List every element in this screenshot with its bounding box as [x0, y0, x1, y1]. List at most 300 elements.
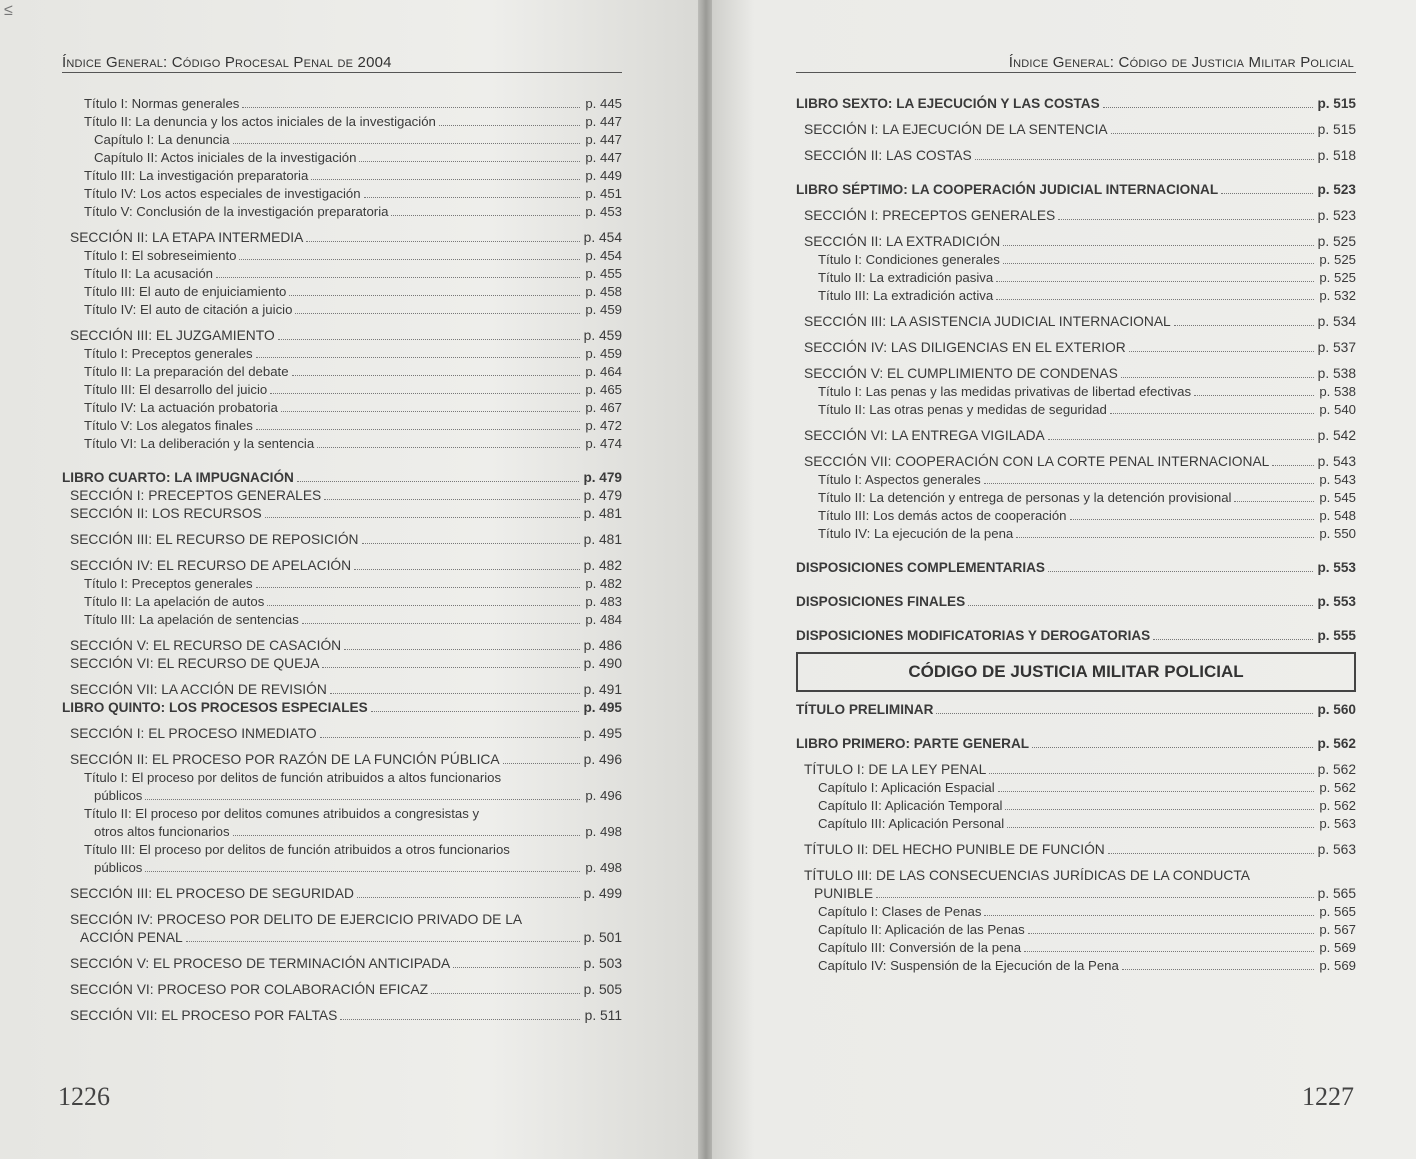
toc-book-entry [796, 182, 1356, 200]
toc-page-ref: p. 545 [1319, 490, 1356, 505]
dot-leader [270, 393, 580, 394]
toc-entry-title: SECCIÓN II: LA EXTRADICIÓN [804, 234, 1001, 249]
toc-page-ref: p. 562 [1319, 780, 1356, 795]
toc-page-ref: p. 555 [1317, 628, 1356, 643]
dot-leader [503, 763, 580, 764]
toc-entry-title: Capítulo II: Actos iniciales de la investigación [94, 150, 357, 165]
spacer [62, 904, 622, 912]
toc-page-ref: p. 451 [585, 186, 622, 201]
spacer [796, 114, 1356, 122]
toc-section-entry [62, 886, 622, 904]
dot-leader [320, 737, 580, 738]
toc-entry-title: TÍTULO PRELIMINAR [796, 702, 934, 717]
spacer [62, 524, 622, 532]
dot-leader [1174, 325, 1314, 326]
toc-entry [62, 186, 622, 204]
toc-entry [62, 364, 622, 382]
dot-leader [233, 835, 580, 836]
spacer [796, 446, 1356, 454]
toc-section-entry [62, 328, 622, 346]
dot-leader [1048, 439, 1314, 440]
toc-page-ref: p. 505 [583, 982, 622, 997]
toc-entry-title: SECCIÓN II: LOS RECURSOS [70, 506, 262, 521]
spacer [796, 332, 1356, 340]
spacer [796, 754, 1356, 762]
toc-entry [796, 252, 1356, 270]
dot-leader [1221, 193, 1313, 194]
toc-entry [62, 594, 622, 612]
toc-section-entry [62, 558, 622, 576]
toc-section-entry [796, 428, 1356, 446]
toc-entry-title-cont: ACCIÓN PENAL [80, 930, 183, 945]
toc-entry-title: Título III: La extradición activa [818, 288, 994, 303]
left-page [0, 0, 700, 1159]
dot-leader [989, 773, 1313, 774]
toc-entry [62, 284, 622, 302]
toc-section-entry [796, 454, 1356, 472]
toc-entry-title: SECCIÓN I: EL PROCESO INMEDIATO [70, 726, 317, 741]
spacer [796, 420, 1356, 428]
toc-book-entry [796, 736, 1356, 754]
toc-page-ref: p. 490 [583, 656, 622, 671]
toc-entry [62, 266, 622, 284]
right-toc-bottom [796, 702, 1356, 976]
page-curl-mark: ≤ [4, 2, 13, 19]
toc-entry-title-cont: PUNIBLE [814, 886, 874, 901]
toc-entry-title: LIBRO PRIMERO: PARTE GENERAL [796, 736, 1030, 751]
dot-leader [1110, 413, 1314, 414]
toc-entry [62, 132, 622, 150]
toc-entry-title: Título III: La investigación preparatoria [84, 168, 309, 183]
toc-page-ref: p. 525 [1319, 270, 1356, 285]
spacer [796, 166, 1356, 182]
toc-page-ref: p. 459 [583, 328, 622, 343]
toc-entry [796, 940, 1356, 958]
toc-section-entry [796, 122, 1356, 140]
dot-leader [216, 277, 580, 278]
dot-leader [256, 587, 580, 588]
toc-entry [796, 922, 1356, 940]
toc-page-ref: p. 553 [1317, 594, 1356, 609]
toc-entry-title: Capítulo II: Aplicación de las Penas [818, 922, 1025, 937]
toc-section-entry [62, 726, 622, 744]
toc-page-ref: p. 481 [583, 532, 622, 547]
toc-entry-title: SECCIÓN II: LA ETAPA INTERMEDIA [70, 230, 304, 245]
toc-entry [62, 576, 622, 594]
toc-page-ref: p. 482 [583, 558, 622, 573]
toc-entry [796, 270, 1356, 288]
toc-page-ref: p. 479 [583, 488, 622, 503]
dot-leader [281, 411, 580, 412]
toc-entry-title: SECCIÓN II: LAS COSTAS [804, 148, 972, 163]
dot-leader [1129, 351, 1314, 352]
toc-entry-title: Título II: Las otras penas y medidas de seguridad [818, 402, 1107, 417]
toc-entry-title: Título II: La preparación del debate [84, 364, 289, 379]
spacer [796, 612, 1356, 628]
toc-page-ref: p. 481 [583, 506, 622, 521]
dot-leader [1070, 519, 1314, 520]
toc-entry-title: Capítulo I: La denuncia [94, 132, 230, 147]
toc-entry-title: Título V: Los alegatos finales [84, 418, 253, 433]
dot-leader [297, 481, 580, 482]
toc-entry [796, 904, 1356, 922]
toc-section-entry [796, 366, 1356, 384]
toc-page-ref: p. 565 [1317, 886, 1356, 901]
toc-page-ref: p. 542 [1317, 428, 1356, 443]
dot-leader [1272, 465, 1313, 466]
toc-section-entry [62, 506, 622, 524]
toc-page-ref: p. 543 [1319, 472, 1356, 487]
toc-page-ref: p. 565 [1319, 904, 1356, 919]
toc-section-entry [62, 488, 622, 506]
toc-entry-title: Título I: Aspectos generales [818, 472, 981, 487]
toc-entry [796, 816, 1356, 834]
toc-entry-title: SECCIÓN III: EL RECURSO DE REPOSICIÓN [70, 532, 359, 547]
toc-page-ref: p. 511 [584, 1008, 622, 1023]
toc-entry-title: TÍTULO I: DE LA LEY PENAL [804, 762, 987, 777]
toc-page-ref: p. 486 [583, 638, 622, 653]
toc-page-ref: p. 537 [1317, 340, 1356, 355]
toc-entry-title: Capítulo III: Conversión de la pena [818, 940, 1022, 955]
toc-entry [796, 798, 1356, 816]
toc-entry [62, 150, 622, 168]
dot-leader [233, 143, 580, 144]
toc-entry-title: SECCIÓN I: PRECEPTOS GENERALES [804, 208, 1056, 223]
spacer [62, 630, 622, 638]
toc-section-entry [62, 956, 622, 974]
toc-page-ref: p. 525 [1317, 234, 1356, 249]
dot-leader [324, 499, 579, 500]
toc-page-ref: p. 532 [1319, 288, 1356, 303]
toc-page-ref: p. 459 [585, 302, 622, 317]
dot-leader [975, 159, 1314, 160]
dot-leader [317, 447, 580, 448]
dot-leader [439, 125, 580, 126]
dot-leader [1153, 639, 1313, 640]
toc-page-ref: p. 553 [1317, 560, 1356, 575]
spacer [796, 834, 1356, 842]
dot-leader [330, 693, 580, 694]
dot-leader [145, 799, 580, 800]
spacer [62, 454, 622, 470]
toc-entry-title: Título I: El proceso por delitos de función atribuidos a altos funcionarios [84, 770, 502, 785]
spacer [62, 744, 622, 752]
code-title-box [796, 652, 1356, 692]
toc-entry [62, 382, 622, 400]
toc-page-ref: p. 454 [585, 248, 622, 263]
toc-entry-title: Título I: Preceptos generales [84, 576, 253, 591]
spacer [796, 860, 1356, 868]
toc-page-ref: p. 472 [585, 418, 622, 433]
right-running-head: Índice General: Código de Justicia Militar Policial [1008, 54, 1354, 71]
dot-leader [984, 915, 1314, 916]
toc-entry [62, 824, 622, 842]
toc-entry-title: SECCIÓN I: PRECEPTOS GENERALES [70, 488, 322, 503]
dot-leader [357, 897, 580, 898]
toc-page-ref: p. 482 [585, 576, 622, 591]
toc-page-ref: p. 525 [1319, 252, 1356, 267]
left-page-number: 1226 [58, 1082, 110, 1111]
toc-page-ref: p. 496 [583, 752, 622, 767]
toc-entry-title: SECCIÓN VI: LA ENTREGA VIGILADA [804, 428, 1045, 443]
toc-page-ref: p. 515 [1317, 96, 1356, 111]
toc-entry-title: SECCIÓN VII: EL PROCESO POR FALTAS [70, 1008, 338, 1023]
toc-section-entry [62, 230, 622, 248]
dot-leader [1234, 501, 1314, 502]
dot-leader [145, 871, 580, 872]
dot-leader [322, 667, 579, 668]
toc-entry [796, 490, 1356, 508]
dot-leader [359, 161, 580, 162]
dot-leader [996, 299, 1314, 300]
toc-page-ref: p. 550 [1319, 526, 1356, 541]
toc-entry-title: SECCIÓN II: EL PROCESO POR RAZÓN DE LA FUNCIÓN PÚBLICA [70, 752, 500, 767]
spacer [796, 306, 1356, 314]
toc-book-entry [796, 96, 1356, 114]
toc-entry-title: Título II: La acusación [84, 266, 214, 281]
toc-page-ref: p. 567 [1319, 922, 1356, 937]
dot-leader [1007, 827, 1314, 828]
dot-leader [1058, 219, 1313, 220]
toc-page-ref: p. 503 [583, 956, 622, 971]
spacer [62, 674, 622, 682]
toc-section-entry [796, 842, 1356, 860]
toc-entry-title: SECCIÓN V: EL CUMPLIMIENTO DE CONDENAS [804, 366, 1118, 381]
toc-book-entry [796, 628, 1356, 646]
dot-leader [239, 259, 580, 260]
toc-entry [62, 114, 622, 132]
toc-entry [62, 860, 622, 878]
left-toc [62, 96, 622, 1026]
toc-entry-title: Título III: El desarrollo del juicio [84, 382, 268, 397]
toc-page-ref: p. 569 [1319, 940, 1356, 955]
toc-page-ref: p. 523 [1317, 182, 1356, 197]
dot-leader [292, 375, 580, 376]
toc-entry-line [62, 842, 622, 860]
toc-entry-title: DISPOSICIONES FINALES [796, 594, 966, 609]
toc-page-ref: p. 447 [585, 132, 622, 147]
toc-entry-title: Título II: La apelación de autos [84, 594, 265, 609]
right-header-rule [796, 72, 1356, 73]
dot-leader [289, 295, 580, 296]
toc-section-entry [796, 314, 1356, 332]
dot-leader [1032, 747, 1313, 748]
dot-leader [265, 517, 580, 518]
toc-entry [796, 958, 1356, 976]
toc-entry [796, 472, 1356, 490]
toc-page-ref: p. 523 [1317, 208, 1356, 223]
toc-book-entry [796, 702, 1356, 720]
toc-entry-title: SECCIÓN IV: PROCESO POR DELITO DE EJERCICIO PRIVADO DE LA [70, 912, 523, 927]
toc-page-ref: p. 562 [1317, 736, 1356, 751]
toc-entry [796, 288, 1356, 306]
toc-book-entry [796, 594, 1356, 612]
toc-entry-title: Título I: Normas generales [84, 96, 240, 111]
right-page [712, 0, 1416, 1159]
toc-entry-title: Título I: Preceptos generales [84, 346, 253, 361]
spacer [796, 720, 1356, 736]
dot-leader [968, 605, 1313, 606]
dot-leader [302, 623, 580, 624]
toc-page-ref: p. 569 [1319, 958, 1356, 973]
toc-page-ref: p. 543 [1317, 454, 1356, 469]
toc-entry-title: Título II: La extradición pasiva [818, 270, 994, 285]
dot-leader [984, 483, 1314, 484]
left-header-rule [62, 72, 622, 73]
toc-page-ref: p. 449 [585, 168, 622, 183]
toc-page-ref: p. 453 [585, 204, 622, 219]
toc-page-ref: p. 465 [585, 382, 622, 397]
toc-entry-title: Título II: La detención y entrega de personas y la detención provisional [818, 490, 1232, 505]
toc-entry-title: Capítulo I: Aplicación Espacial [818, 780, 995, 795]
toc-page-ref: p. 496 [585, 788, 622, 803]
dot-leader [996, 281, 1314, 282]
dot-leader [998, 791, 1314, 792]
toc-entry [62, 436, 622, 454]
dot-leader [371, 711, 580, 712]
toc-page-ref: p. 495 [583, 726, 622, 741]
toc-page-ref: p. 467 [585, 400, 622, 415]
dot-leader [1024, 951, 1314, 952]
toc-entry [62, 930, 622, 948]
toc-section-entry [796, 234, 1356, 252]
toc-page-ref: p. 454 [583, 230, 622, 245]
toc-page-ref: p. 445 [585, 96, 622, 111]
toc-page-ref: p. 499 [583, 886, 622, 901]
toc-page-ref: p. 540 [1319, 402, 1356, 417]
dot-leader [311, 179, 580, 180]
toc-entry-title: Título II: El proceso por delitos comunes atribuidos a congresistas y [84, 806, 480, 821]
dot-leader [242, 107, 580, 108]
toc-entry-title: LIBRO SEXTO: LA EJECUCIÓN Y LAS COSTAS [796, 96, 1100, 111]
toc-page-ref: p. 491 [583, 682, 622, 697]
toc-page-ref: p. 538 [1317, 366, 1356, 381]
toc-entry [62, 204, 622, 222]
toc-entry-line [62, 770, 622, 788]
toc-entry-title: Título VI: La deliberación y la sentencia [84, 436, 315, 451]
toc-page-ref: p. 464 [585, 364, 622, 379]
toc-entry-title: SECCIÓN VI: PROCESO POR COLABORACIÓN EFICAZ [70, 982, 429, 997]
toc-page-ref: p. 501 [583, 930, 622, 945]
toc-entry-title: TÍTULO III: DE LAS CONSECUENCIAS JURÍDICAS DE LA CONDUCTA [804, 868, 1250, 883]
dot-leader [1016, 537, 1314, 538]
toc-entry-title: Capítulo II: Aplicación Temporal [818, 798, 1003, 813]
toc-entry-line [62, 912, 622, 930]
dot-leader [876, 897, 1314, 898]
code-title: CÓDIGO DE JUSTICIA MILITAR POLICIAL [908, 662, 1244, 681]
spacer [796, 578, 1356, 594]
toc-page-ref: p. 484 [585, 612, 622, 627]
dot-leader [256, 429, 580, 430]
toc-entry-title: Título III: El auto de enjuiciamiento [84, 284, 287, 299]
spacer [62, 948, 622, 956]
toc-entry-title: Título I: Condiciones generales [818, 252, 1000, 267]
toc-page-ref: p. 479 [583, 470, 622, 485]
toc-entry-title: SECCIÓN III: EL PROCESO DE SEGURIDAD [70, 886, 354, 901]
spacer [62, 974, 622, 982]
toc-section-entry [62, 752, 622, 770]
toc-section-entry [796, 762, 1356, 780]
toc-entry-title: SECCIÓN VII: LA ACCIÓN DE REVISIÓN [70, 682, 327, 697]
toc-page-ref: p. 538 [1319, 384, 1356, 399]
dot-leader [1005, 809, 1314, 810]
toc-entry-title: Título IV: La ejecución de la pena [818, 526, 1014, 541]
dot-leader [344, 649, 580, 650]
toc-entry-title: Título V: Conclusión de la investigación preparatoria [84, 204, 389, 219]
toc-book-entry [62, 700, 622, 718]
dot-leader [1048, 571, 1313, 572]
dot-leader [1003, 263, 1314, 264]
toc-entry-title: DISPOSICIONES COMPLEMENTARIAS [796, 560, 1045, 575]
toc-book-entry [62, 470, 622, 488]
toc-entry-title: SECCIÓN IV: LAS DILIGENCIAS EN EL EXTERIOR [804, 340, 1126, 355]
spacer [62, 320, 622, 328]
toc-book-entry [796, 560, 1356, 578]
toc-section-entry [62, 638, 622, 656]
toc-entry-title: Capítulo IV: Suspensión de la Ejecución de la Pena [818, 958, 1119, 973]
spacer [796, 544, 1356, 560]
spacer [62, 1000, 622, 1008]
dot-leader [364, 197, 580, 198]
toc-entry-title: Título III: Los demás actos de cooperación [818, 508, 1067, 523]
toc-page-ref: p. 447 [585, 150, 622, 165]
toc-entry [62, 96, 622, 114]
dot-leader [295, 313, 580, 314]
toc-page-ref: p. 562 [1319, 798, 1356, 813]
toc-entry-title: Título III: El proceso por delitos de función atribuidos a otros funcionarios [84, 842, 510, 857]
dot-leader [1003, 245, 1313, 246]
toc-section-entry [62, 1008, 622, 1026]
toc-entry-title-cont: públicos [94, 860, 143, 875]
toc-page-ref: p. 562 [1317, 762, 1356, 777]
toc-section-entry [796, 340, 1356, 358]
toc-entry-line [62, 806, 622, 824]
toc-entry-title: SECCIÓN VI: EL RECURSO DE QUEJA [70, 656, 320, 671]
toc-page-ref: p. 548 [1319, 508, 1356, 523]
toc-entry [62, 302, 622, 320]
toc-entry-title: Título IV: El auto de citación a juicio [84, 302, 293, 317]
toc-entry-title: Título IV: La actuación probatoria [84, 400, 278, 415]
spacer [796, 358, 1356, 366]
toc-entry-title: Título I: El sobreseimiento [84, 248, 237, 263]
toc-entry [62, 612, 622, 630]
dot-leader [391, 215, 580, 216]
left-running-head: Índice General: Código Procesal Penal de 2004 [62, 54, 392, 71]
dot-leader [1111, 133, 1314, 134]
dot-leader [1108, 853, 1314, 854]
toc-entry [62, 788, 622, 806]
toc-page-ref: p. 455 [585, 266, 622, 281]
toc-entry-title: Título II: La denuncia y los actos iniciales de la investigación [84, 114, 436, 129]
dot-leader [1122, 969, 1314, 970]
dot-leader [936, 713, 1313, 714]
toc-section-entry [796, 208, 1356, 226]
toc-entry-title: Título III: La apelación de sentencias [84, 612, 299, 627]
toc-entry-title: LIBRO SÉPTIMO: LA COOPERACIÓN JUDICIAL INTERNACIONAL [796, 182, 1219, 197]
dot-leader [453, 967, 579, 968]
dot-leader [1103, 107, 1314, 108]
toc-entry [62, 248, 622, 266]
toc-entry-title: Título I: Las penas y las medidas privativas de libertad efectivas [818, 384, 1192, 399]
toc-section-entry [62, 532, 622, 550]
toc-page-ref: p. 459 [585, 346, 622, 361]
toc-entry-title: DISPOSICIONES MODIFICATORIAS Y DEROGATORIAS [796, 628, 1151, 643]
toc-entry-title: Título IV: Los actos especiales de investigación [84, 186, 361, 201]
toc-entry-title-cont: otros altos funcionarios [94, 824, 230, 839]
toc-page-ref: p. 518 [1317, 148, 1356, 163]
toc-entry [796, 526, 1356, 544]
toc-entry-title: SECCIÓN V: EL RECURSO DE CASACIÓN [70, 638, 342, 653]
